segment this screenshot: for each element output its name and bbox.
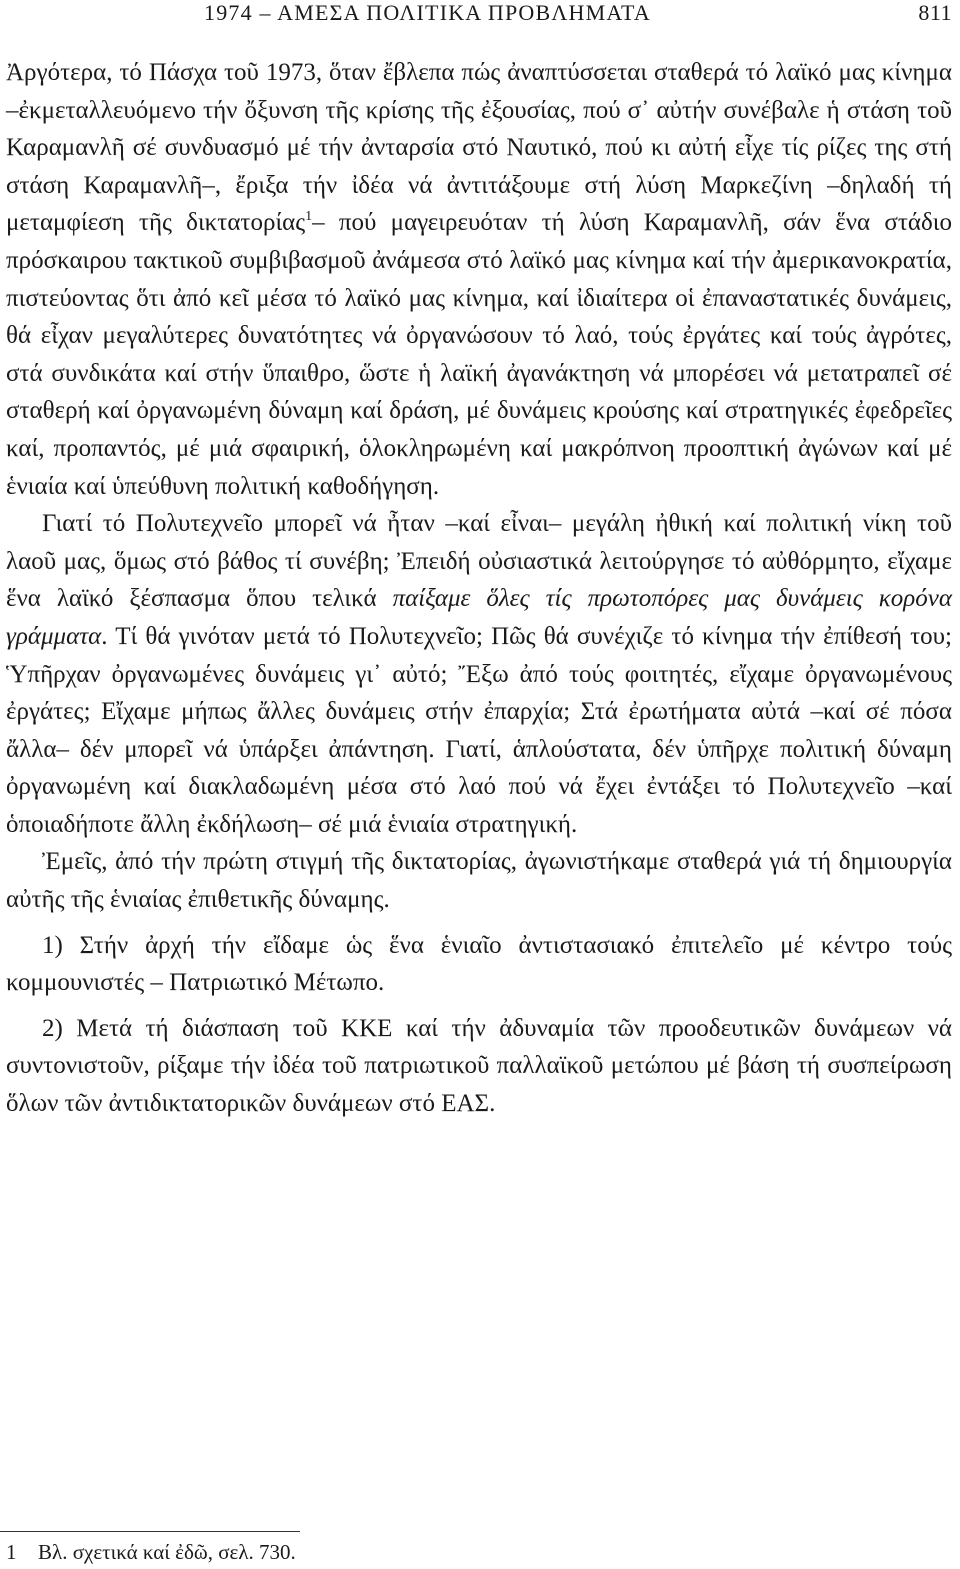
footnote-reference: 1 [305, 209, 313, 225]
paragraph-2-text-b: . Τί θά γινόταν μετά τό Πολυτεχνεῖο; Πῶς θά συνέχιζε τό κίνημα τήν ἐπίθεσή του; Ὑπῆρχαν ὀργανωμένες δυνάμεις γι᾽ αὐτό; Ἔξω ἀπό τούς φοιτητές, εἴχαμε ὀργανωμένους ἐργάτες; Εἴχαμε μήπως ἄλλες δυνάμεις στήν ἐπαρχία; Στά ἐρωτήματα αὐτά –καί σέ πόσα ἄλλα– δέν μπορεῖ νά ὑπάρξει ἀπάντηση. Γιατί, ἁπλούστατα, δέν ὑπῆρχε πολιτική δύναμη ὀργανωμένη καί διακλαδωμένη μέσα στό λαό πού νά ἔχει ἐντάξει τό Πολυτεχνεῖο –καί ὁποιαδήποτε ἄλλη ἐκδήλωση– σέ μιά ἑνιαία στρατηγική. [6, 622, 952, 838]
main-text [6, 54, 952, 1123]
paragraph-1 [6, 54, 952, 505]
paragraph-1-text-a: Ἀργότερα, τό Πάσχα τοῦ 1973, ὅταν ἔβλεπα πώς ἀναπτύσσεται σταθερά τό λαϊκό μας κίνημα –ἐκμεταλλευόμενο τήν ὄξυνση τῆς κρίσης τῆς ἐξουσίας, πού σ᾽ αὐτήν συνέβαλε ἡ στάση τοῦ Καραμανλῆ σέ συνδυασμό μέ τήν ἀνταρσία στό Ναυτικό, πού κι αὐτή εἶχε τίς ρίζες της στή στάση Καραμανλῆ–, ἔριξα τήν ἰδέα νά ἀντιτάξουμε στή λύση Μαρκεζίνη –δηλαδή τή μεταμφίεση τῆς δικτατορίας [6, 59, 952, 237]
page-number: 811 [918, 0, 952, 25]
paragraph-1-text-b: – πού μαγειρευόταν τή λύση Καραμανλῆ, σάν ἕνα στάδιο πρόσκαιρου τακτικοῦ συμβιβασμοῦ ἀνάμεσα στό λαϊκό μας κίνημα καί τήν ἀμερικανοκρατία, πιστεύοντας ὅτι ἀπό κεῖ μέσα τό λαϊκό μας κίνημα, καί ἰδιαίτερα οἱ ἐπαναστατικές δυνάμεις, θά εἶχαν μεγαλύτερες δυνατότητες νά ὀργανώσουν τό λαό, τούς ἐργάτες καί τούς ἀγρότες, στά συνδικάτα καί στήν ὕπαιθρο, ὥστε ἡ λαϊκή ἀγανάκτηση νά μπορέσει νά μετατραπεῖ σέ σταθερή καί ὀργανωμένη δύναμη καί δράση, μέ δυνάμεις κρούσης καί στρατηγικές ἐφεδρεῖες καί, προπαντός, μέ μιά σφαιρική, ὁλοκληρωμένη καί μακρόπνοη προοπτική ἀγώνων καί μέ ἑνιαία καί ὑπεύθυνη πολιτική καθοδήγηση. [6, 209, 952, 500]
paragraph-4: 1) Στήν ἀρχή τήν εἴδαμε ὡς ἕνα ἑνιαῖο ἀντιστασιακό ἐπιτελεῖο μέ κέντρο τούς κομμουνιστές – Πατριωτικό Μέτωπο. [6, 931, 952, 997]
paragraph-3: Ἐμεῖς, ἀπό τήν πρώτη στιγμή τῆς δικτατορίας, ἀγωνιστήκαμε σταθερά γιά τή δημιουργία αὐτῆς τῆς ἑνιαίας ἐπιθετικῆς δύναμης. [6, 848, 952, 914]
footnote [6, 1538, 296, 1566]
running-head [0, 0, 960, 26]
paragraph-2 [6, 505, 952, 843]
running-title: 1974 – ΑΜΕΣΑ ΠΟΛΙΤΙΚΑ ΠΡΟΒΛΗΜΑΤΑ [204, 0, 652, 25]
paragraph-5: 2) Μετά τή διάσπαση τοῦ ΚΚΕ καί τήν ἀδυναμία τῶν προοδευτικῶν δυνάμεων νά συντονιστοῦν, ρίξαμε τήν ἰδέα τοῦ πατριωτικοῦ παλλαϊκοῦ μετώπου μέ βάση τή συσπείρωση ὅλων τῶν ἀντιδικτατορικῶν δυνάμεων στό ΕΑΣ. [6, 1014, 952, 1118]
footnote-divider [0, 1531, 300, 1532]
footnote-number: 1 [6, 1540, 17, 1564]
paragraph-2-text-a: Γιατί τό Πολυτεχνεῖο μπορεῖ νά ἦταν –καί εἶναι– μεγάλη ἠθική καί πολιτική νίκη τοῦ λαοῦ μας, ὅμως στό βάθος τί συνέβη; Ἐπειδή οὐσιαστικά λειτούργησε τό αὐθόρμητο, εἴχαμε ἕνα λαϊκό ξέσπασμα ὅπου τελικά [6, 510, 952, 613]
paragraph-2-emphasis: παίξαμε ὅλες τίς πρωτοπόρες μας δυνάμεις κορόνα γράμματα [6, 585, 952, 650]
footnote-text: Βλ. σχετικά καί ἐδῶ, σελ. 730. [38, 1540, 296, 1564]
